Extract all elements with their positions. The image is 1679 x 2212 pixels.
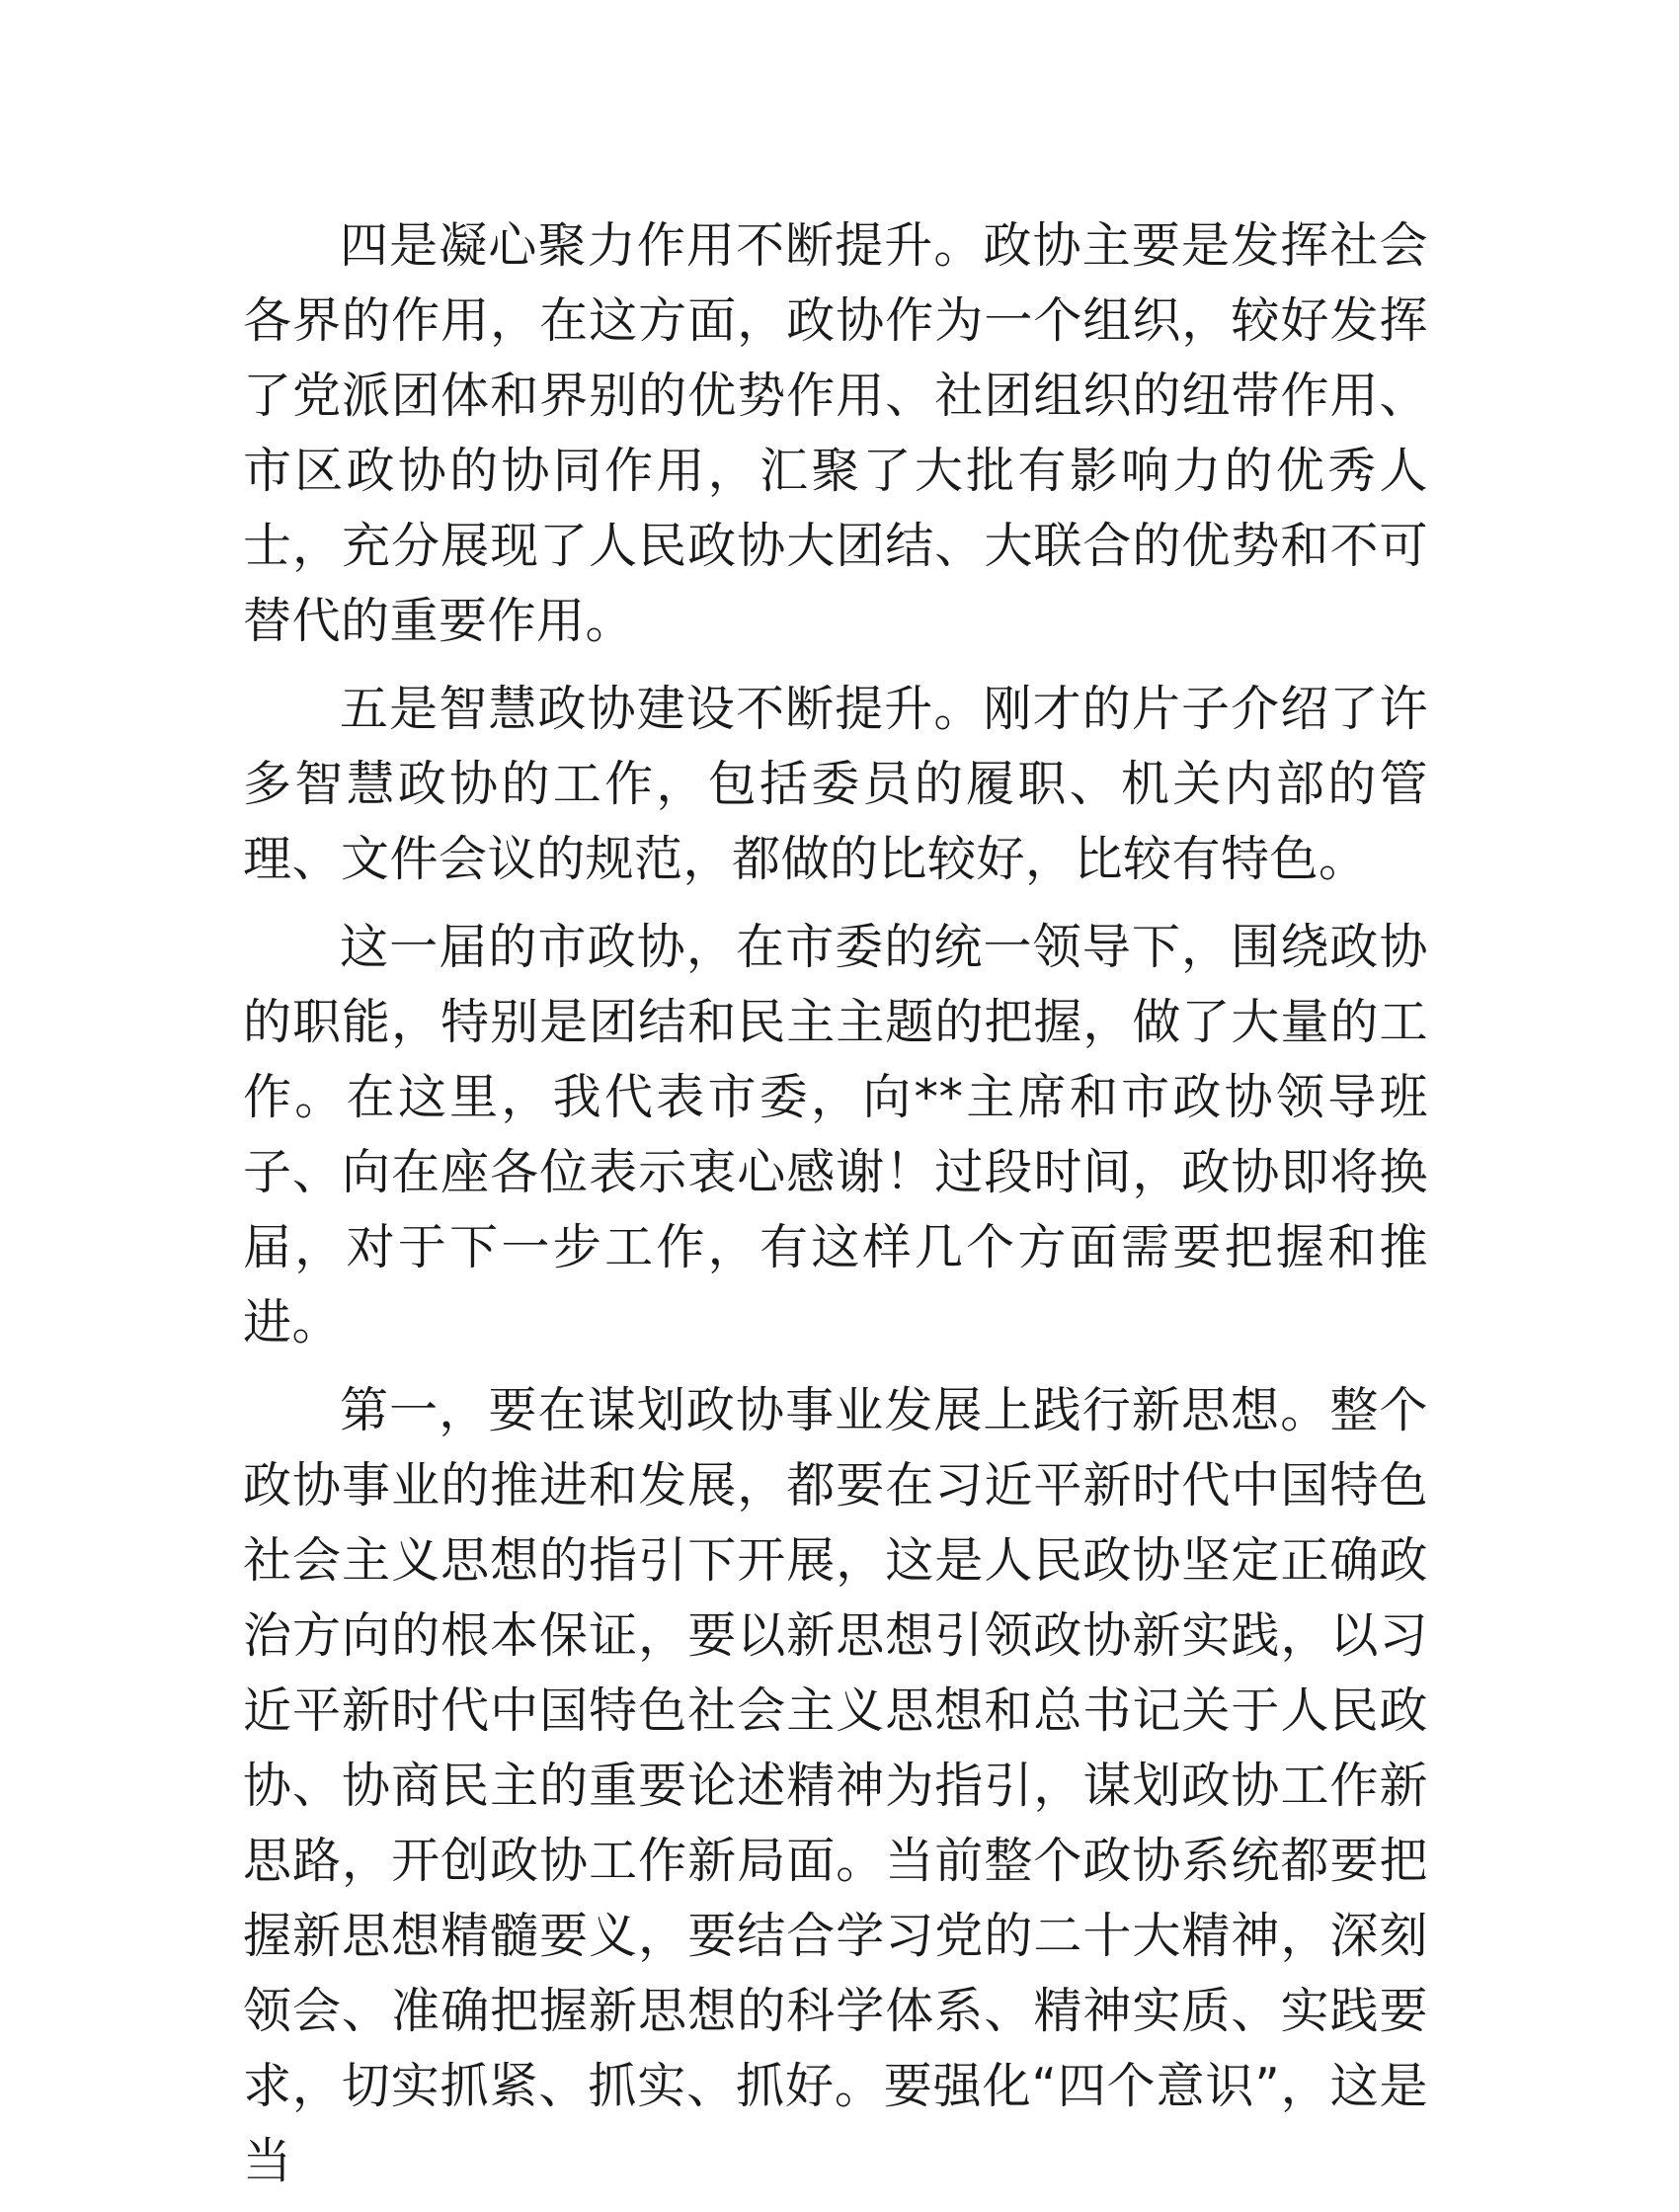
document-body	[243, 208, 1428, 2212]
paragraph-2: 五是智慧政协建设不断提升。刚才的片子介绍了许多智慧政协的工作，包括委员的履职、机关内部的管理、文件会议的规范，都做的比较好，比较有特色。	[243, 681, 1428, 887]
paragraph-3: 这一届的市政协，在市委的统一领导下，围绕政协的职能，特别是团结和民主主题的把握，做了大量的工作。在这里，我代表市委，向**主席和市政协领导班子、向在座各位表示衷心感谢！过段时间，政协即将换届，对于下一步工作，有这样几个方面需要把握和推进。	[243, 919, 1428, 1351]
paragraph-1: 四是凝心聚力作用不断提升。政协主要是发挥社会各界的作用，在这方面，政协作为一个组织，较好发挥了党派团体和界别的优势作用、社团组织的纽带作用、市区政协的协同作用，汇聚了大批有影响力的优秀人士，充分展现了人民政协大团结、大联合的优势和不可替代的重要作用。	[243, 217, 1428, 649]
paragraph-4: 第一，要在谋划政协事业发展上践行新思想。整个政协事业的推进和发展，都要在习近平新时代中国特色社会主义思想的指引下开展，这是人民政协坚定正确政治方向的根本保证，要以新思想引领政协新实践，以习近平新时代中国特色社会主义思想和总书记关于人民政协、协商民主的重要论述精神为指引，谋划政协工作新思路，开创政协工作新局面。当前整个政协系统都要把握新思想精髓要义，要结合学习党的二十大精神，深刻领会、准确把握新思想的科学体系、精神实质、实践要求，切实抓紧、抓实、抓好。要强化“四个意识”，这是当	[243, 1382, 1428, 2189]
